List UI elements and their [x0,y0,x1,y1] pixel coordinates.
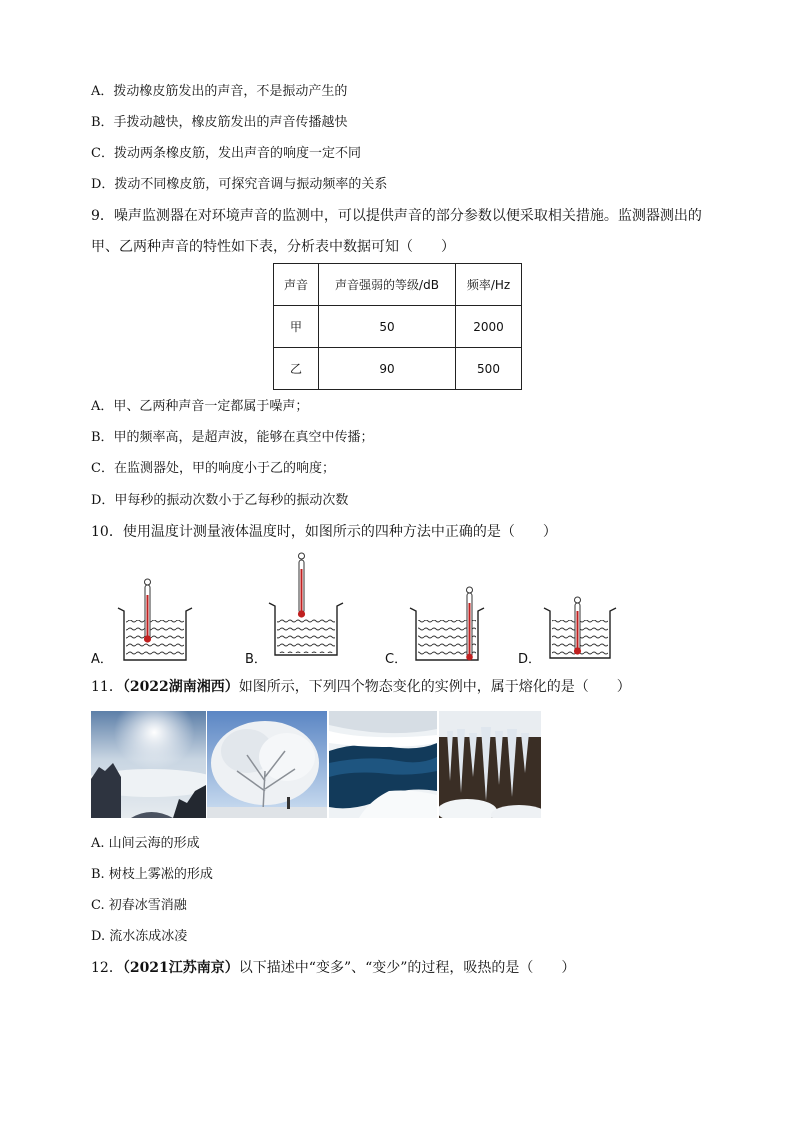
beaker-a [118,579,192,660]
question-number: 12． [91,960,123,976]
beaker-b [269,553,343,655]
q11-stem [91,678,631,696]
icicles-photo [439,711,541,818]
question-source: （2021江苏南京） [122,960,239,976]
q9-option-b: B．甲的频率高，是超声波，能够在真空中传播； [91,430,374,445]
figure-label-b: B． [245,652,267,667]
table-header-cell: 频率/Hz [456,264,522,306]
table-cell: 乙 [274,348,319,390]
table-row [274,348,522,390]
rime-tree-photo [207,711,327,818]
table-cell: 500 [456,348,522,390]
table-cell: 2000 [456,306,522,348]
table-cell: 甲 [274,306,319,348]
q8-option-b: B．手拨动越快，橡皮筋发出的声音传播越快 [91,115,348,130]
q8-option-c: C．拨动两条橡皮筋，发出声音的响度一定不同 [91,146,361,161]
table-row [274,306,522,348]
table-header-cell: 声音 [274,264,319,306]
beaker-d [544,597,616,658]
q11-option-a: A. 山间云海的形成 [91,836,200,851]
figure-label-c: C． [385,652,408,667]
q9-option-c: C．在监测器处，甲的响度小于乙的响度； [91,461,335,476]
q11-option-b: B. 树枝上雾凇的形成 [91,867,213,882]
q8-option-d: D．拨动不同橡皮筋，可探究音调与振动频率的关系 [91,177,388,192]
q9-option-d: D．甲每秒的振动次数小于乙每秒的振动次数 [91,493,349,508]
melting-ice-photo [329,711,437,818]
table-cell: 50 [319,306,456,348]
q9-stem-line2: 甲、乙两种声音的特性如下表，分析表中数据可知（ ） [91,239,455,255]
figure-label-a: A． [91,652,113,667]
question-text: 以下描述中“变多”、“变少”的过程，吸热的是（ ） [238,960,576,976]
table-header-cell: 声音强弱的等级/dB [319,264,456,306]
question-number: 11． [91,679,123,695]
q9-stem-line1: 9．噪声监测器在对环境声音的监测中，可以提供声音的部分参数以便采取相关措施。监测器测出的 [91,208,702,224]
sound-data-table [273,263,522,390]
q9-option-a: A．甲、乙两种声音一定都属于噪声； [91,399,309,414]
q8-option-a: A．拨动橡皮筋发出的声音，不是振动产生的 [91,84,348,99]
question-text: 如图所示，下列四个物态变化的实例中，属于熔化的是（ ） [238,679,631,695]
figure-label-d: D． [518,652,542,667]
q11-option-c: C. 初春冰雪消融 [91,898,187,913]
q12-stem [91,959,575,977]
table-cell: 90 [319,348,456,390]
sea-of-clouds-photo [91,711,206,818]
question-source: （2022湖南湘西） [122,679,239,695]
beaker-c [410,587,484,660]
q11-option-d: D. 流水冻成冰凌 [91,929,188,944]
table-header-row [274,264,522,306]
q10-stem: 10．使用温度计测量液体温度时，如图所示的四种方法中正确的是（ ） [91,524,557,540]
